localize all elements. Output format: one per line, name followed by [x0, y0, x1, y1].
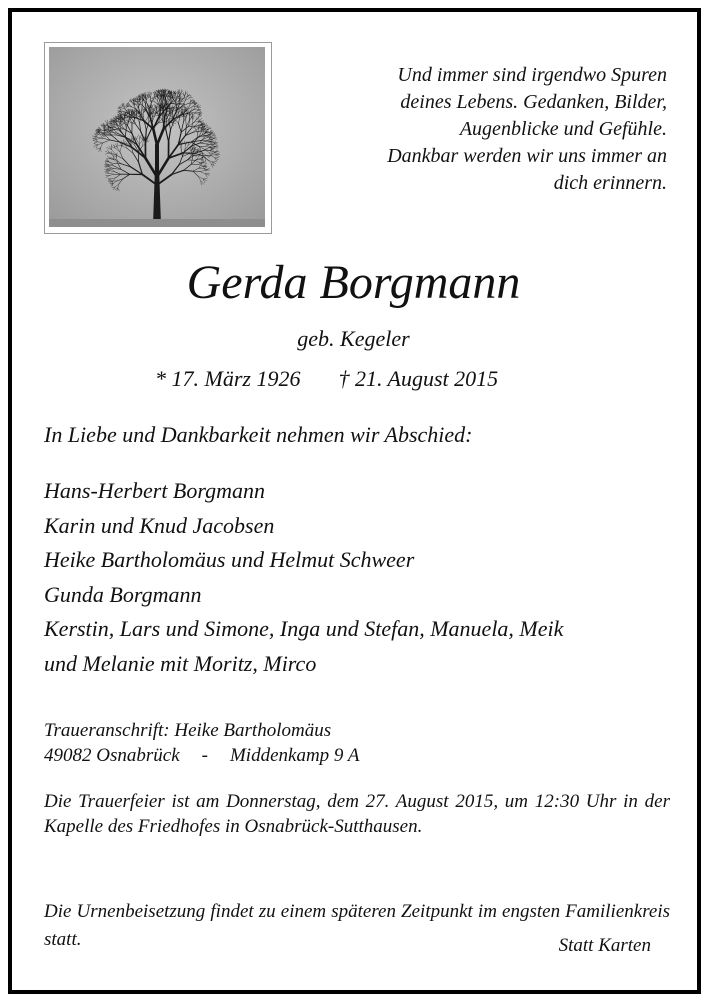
farewell-intro: In Liebe und Dankbarkeit nehmen wir Abschied:: [44, 422, 473, 447]
mourner-line: Heike Bartholomäus und Helmut Schweer: [44, 547, 415, 572]
poem-line: dich erinnern.: [553, 172, 667, 194]
street: Middenkamp 9 A: [229, 745, 360, 766]
mourner-line: Karin und Knud Jacobsen: [44, 512, 275, 538]
closing-note: Statt Karten: [558, 935, 651, 956]
mourner-line: Kerstin, Lars und Simone, Inga und Stefan, Manuela, Meik: [44, 616, 564, 641]
postal-city: 49082 Osnabrück: [44, 745, 180, 766]
birth-date: * 17. März 1926: [155, 366, 301, 391]
poem: [307, 62, 667, 197]
tree-icon: [49, 47, 265, 227]
maiden-name: geb. Kegeler: [297, 326, 410, 351]
mourner-line: und Melanie mit Moritz, Mirco: [44, 650, 317, 676]
poem-line: Augenblicke und Gefühle.: [459, 118, 667, 140]
burial-info: Die Urnenbeisetzung findet zu einem späteren Zeitpunkt im engsten Familienkreis statt.: [44, 901, 670, 950]
death-date: † 21. August 2015: [338, 366, 499, 391]
address-separator: -: [201, 745, 208, 766]
poem-line: Dankbar werden wir uns immer an: [387, 145, 667, 167]
tree-photo-frame: [44, 42, 272, 234]
address-line: Traueranschrift: Heike Bartholomäus: [44, 720, 332, 741]
mourner-line: Hans-Herbert Borgmann: [44, 478, 265, 503]
deceased-name: Gerda Borgmann: [186, 256, 521, 309]
mourners-list: [44, 474, 669, 681]
life-dates: [155, 366, 498, 392]
mourner-line: Gunda Borgmann: [44, 581, 202, 607]
address-line: [44, 743, 359, 768]
service-info: Die Trauerfeier ist am Donnerstag, dem 27. August 2015, um 12:30 Uhr in der Kapelle des Friedhofes in Osnabrück-Sutthausen.: [44, 791, 670, 837]
tree-photo: [49, 47, 265, 227]
mourning-address: [44, 718, 359, 768]
poem-line: deines Lebens. Gedanken, Bilder,: [400, 91, 667, 113]
poem-line: Und immer sind irgendwo Spuren: [397, 64, 667, 86]
